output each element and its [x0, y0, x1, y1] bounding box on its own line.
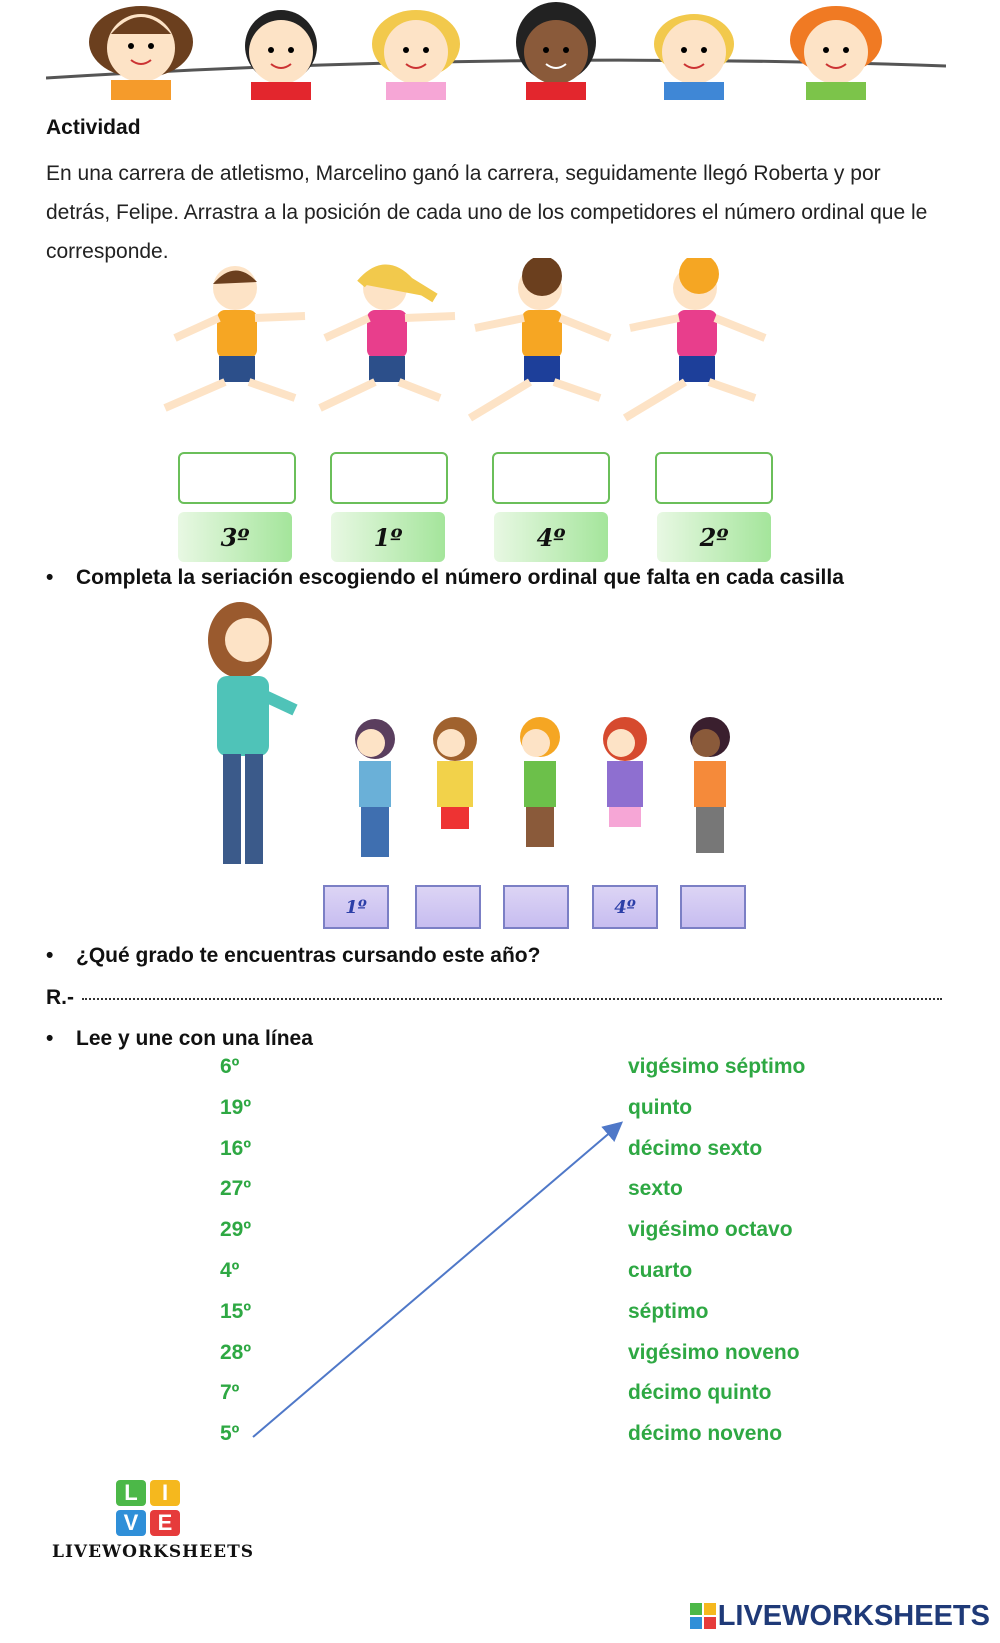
left-item[interactable]: 16º [220, 1137, 252, 1160]
logo-letter: I [150, 1480, 180, 1506]
left-item[interactable]: 15º [220, 1300, 252, 1323]
draggable-tile-3rd[interactable]: 3º [178, 512, 292, 562]
right-item[interactable]: cuarto [628, 1259, 693, 1282]
draggable-tile-4th[interactable]: 4º [494, 512, 608, 562]
right-item[interactable]: sexto [628, 1177, 683, 1200]
left-item[interactable]: 29º [220, 1218, 252, 1241]
left-item[interactable]: 19º [220, 1096, 252, 1119]
footer-logo [690, 1596, 990, 1636]
ordinal-box-1: 1º [323, 885, 389, 929]
matching-instruction: Lee y une con una línea [76, 1027, 313, 1050]
question-text: ¿Qué grado te encuentras cursando este año? [76, 944, 541, 967]
right-item[interactable]: séptimo [628, 1300, 709, 1323]
left-item[interactable]: 4º [220, 1259, 240, 1282]
logo-text: LIVEWORKSHEETS [52, 1542, 255, 1562]
activity-instructions: En una carrera de atletismo, Marcelino ganó la carrera, seguidamente llegó Roberta y por detrás, Felipe. Arrastra a la posición de cada uno de los competidores el número ordinal que le corresponde. [46, 162, 928, 263]
right-item[interactable]: décimo noveno [628, 1422, 783, 1445]
left-item[interactable]: 6º [220, 1055, 240, 1078]
footer-logo-grid-icon [690, 1603, 716, 1629]
footer-logo-text: LIVEWORKSHEETS [717, 1599, 990, 1632]
left-item[interactable]: 5º [220, 1422, 240, 1445]
left-item[interactable]: 7º [220, 1381, 240, 1404]
draggable-tile-1st[interactable]: 1º [331, 512, 445, 562]
right-item[interactable]: vigésimo octavo [628, 1218, 793, 1241]
left-item[interactable]: 27º [220, 1177, 252, 1200]
right-item[interactable]: vigésimo noveno [628, 1341, 800, 1364]
right-item[interactable]: décimo quinto [628, 1381, 772, 1404]
activity-title: Actividad [46, 116, 141, 139]
right-item[interactable]: vigésimo séptimo [628, 1055, 806, 1078]
draggable-tile-2nd[interactable]: 2º [657, 512, 771, 562]
bullet-icon: • [46, 944, 54, 967]
seriacion-instruction: Completa la seriación escogiendo el número ordinal que falta en cada casilla [76, 566, 844, 589]
answer-prefix: R.- [46, 986, 74, 1009]
bullet-icon: • [46, 566, 54, 589]
bullet-icon: • [46, 1027, 54, 1050]
right-item[interactable]: décimo sexto [628, 1137, 763, 1160]
ordinal-box-4: 4º [592, 885, 658, 929]
left-item[interactable]: 28º [220, 1341, 252, 1364]
logo-letter: L [116, 1480, 146, 1506]
logo-letter: V [116, 1510, 146, 1536]
logo-letter: E [150, 1510, 180, 1536]
liveworksheets-logo [52, 1480, 272, 1570]
right-item[interactable]: quinto [628, 1096, 693, 1119]
